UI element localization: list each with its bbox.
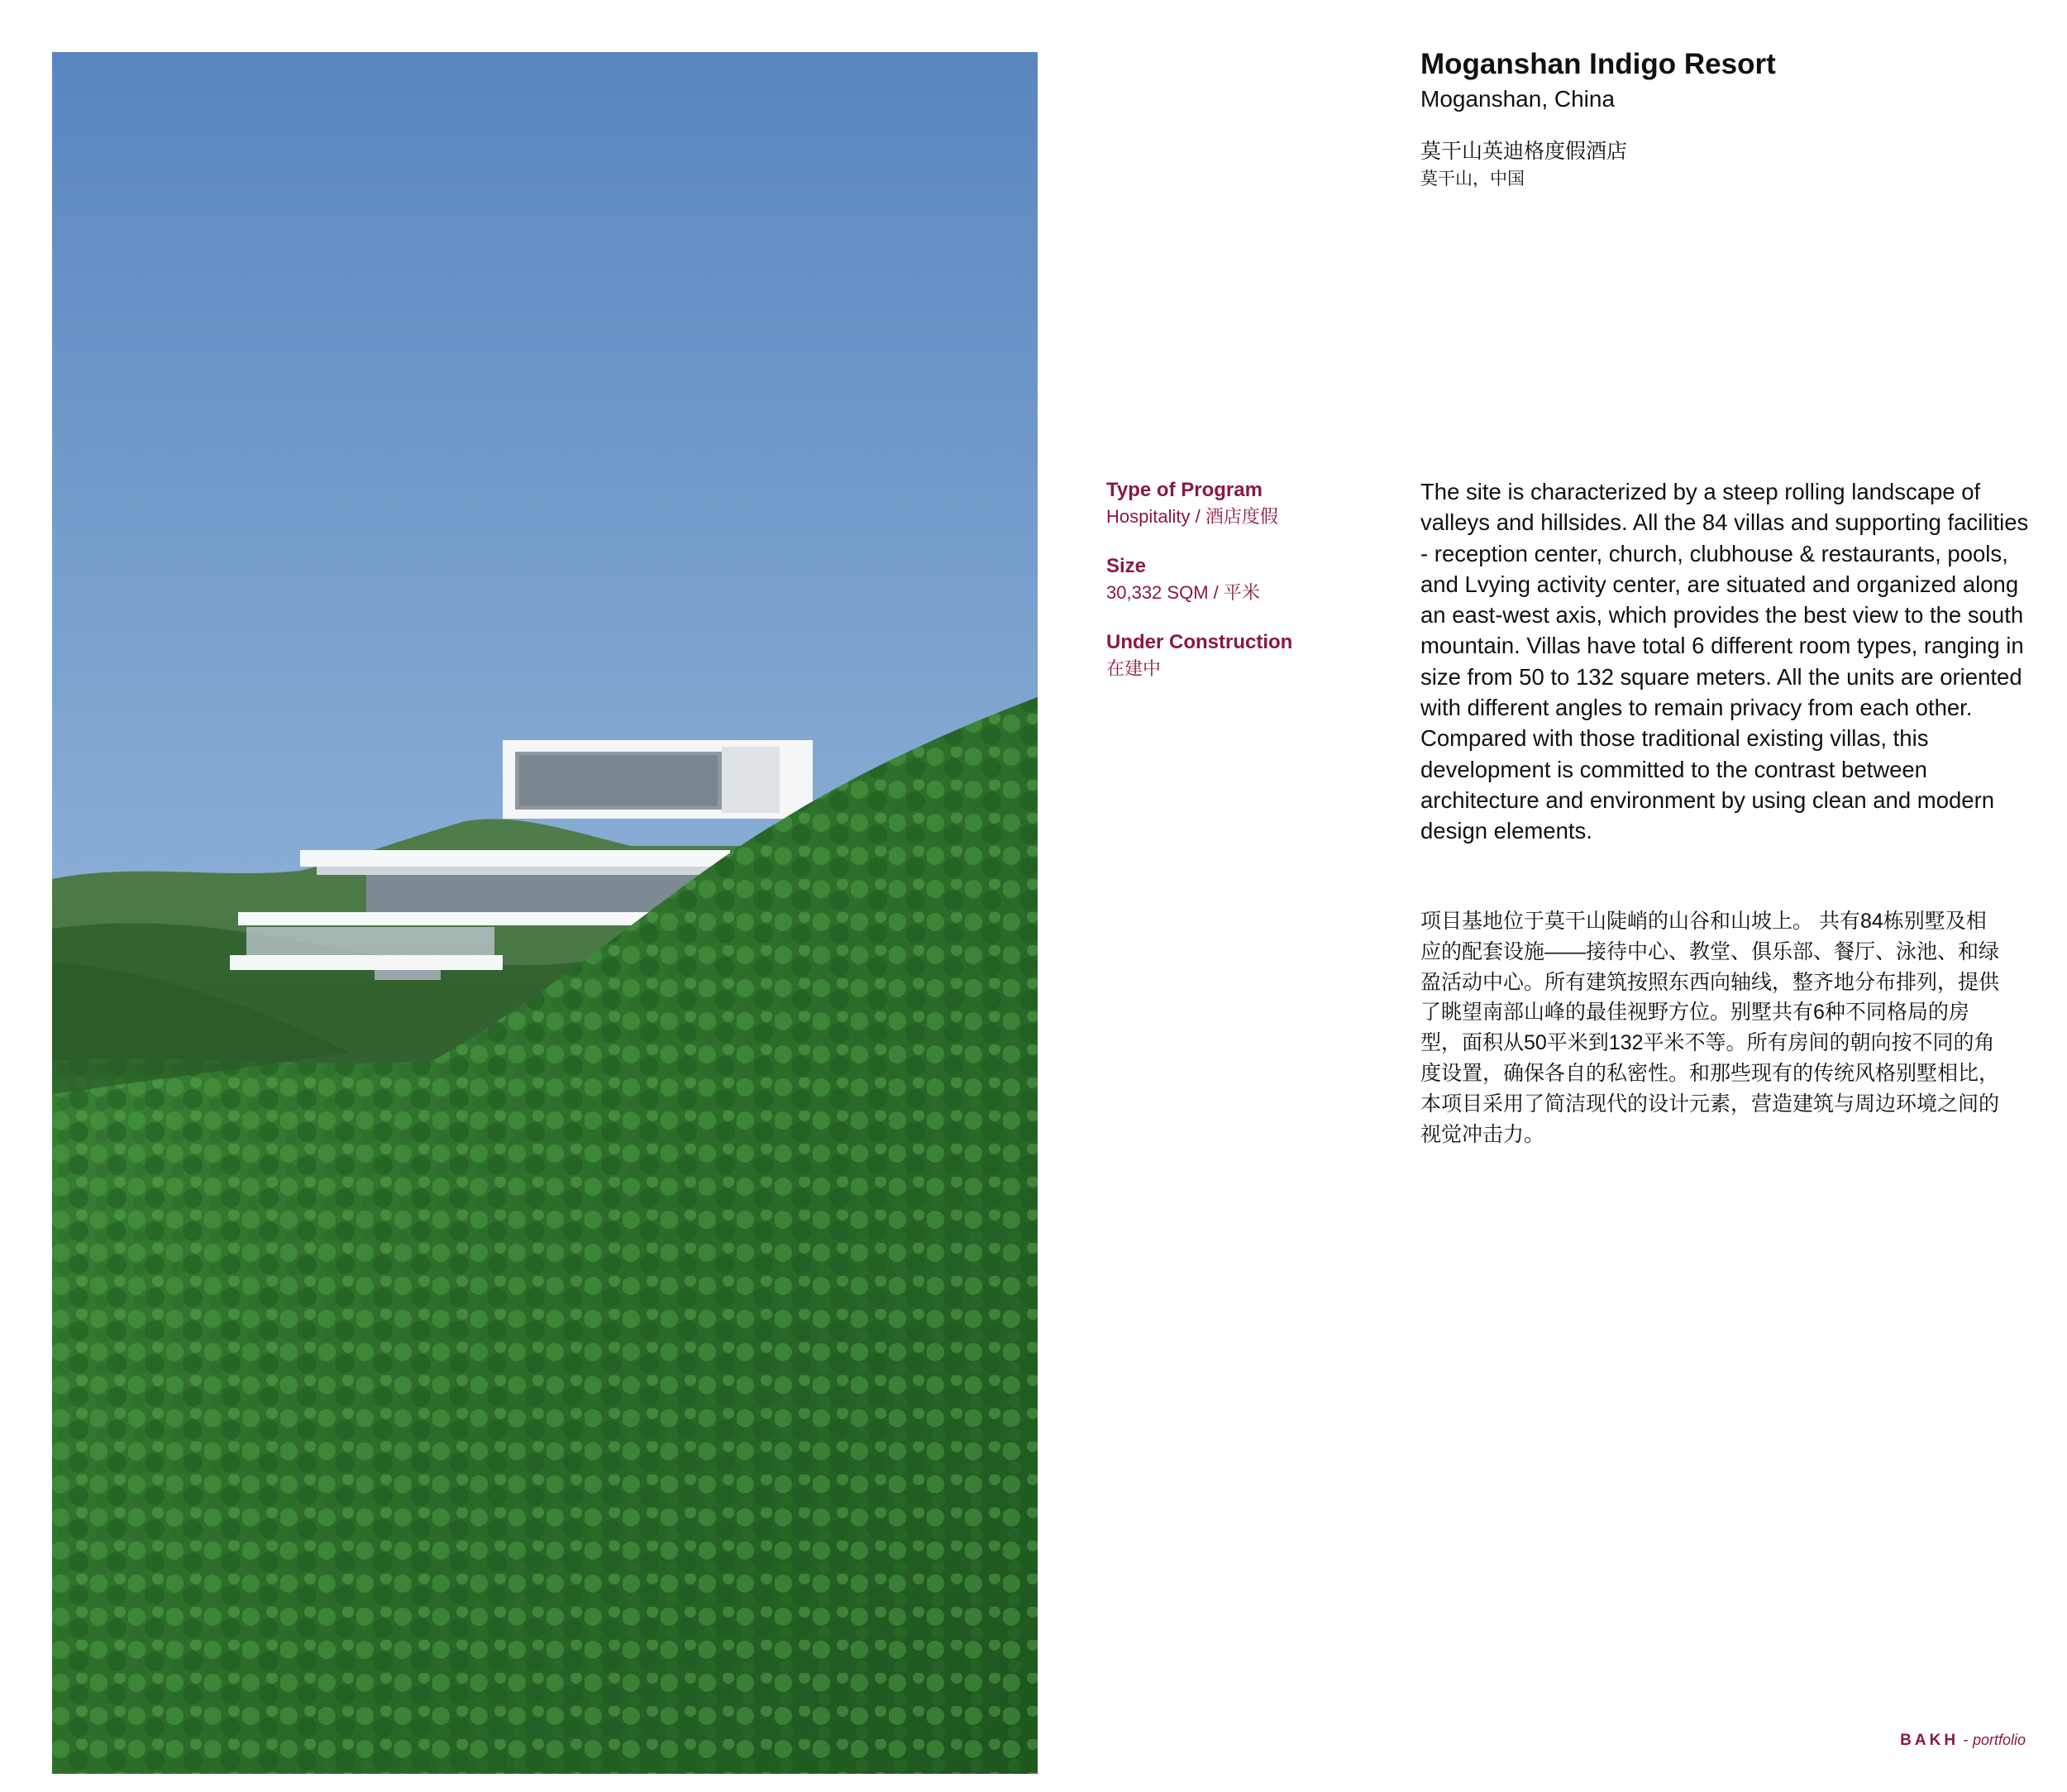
- status-label: Under Construction: [1106, 631, 1293, 653]
- size-value: 30,332 SQM / 平米: [1106, 582, 1260, 603]
- description-chinese: 项目基地位于莫干山陡峭的山谷和山坡上。 共有84栋别墅及相应的配套设施——接待中心、教堂、俱乐部、餐厅、泳池、和绿盈活动中心。所有建筑按照东西向轴线，整齐地分布排列，提供了眺望南部山峰的最佳视野方位。别墅共有6种不同格局的房型，面积从50平米到132平米不等。所有房间的朝向按不同的角度设置，确保各自的私密性。和那些现有的传统风格别墅相比，本项目采用了简洁现代的设计元素，营造建筑与周边环境之间的视觉冲击力。: [1420, 910, 2000, 1146]
- title-block: [1420, 46, 2016, 192]
- footer-brand: [1893, 1730, 2026, 1751]
- program-label: Type of Program: [1106, 479, 1263, 501]
- size-label: Size: [1106, 555, 1147, 577]
- status-value: 在建中: [1106, 658, 1162, 679]
- spec-status: [1106, 629, 1387, 682]
- project-rendering-photo: [52, 52, 1038, 1774]
- brand-name: BAKH: [1900, 1732, 1960, 1749]
- brand-separator: -: [1959, 1732, 1973, 1749]
- description-english: The site is characterized by a steep rolling landscape of valleys and hillsides. All the 84 villas and supporting facilities - reception center, church, clubhouse & restaurants, pools, and Lvying activity center, are situated and organized along an east-west axis, which provides the best view to the south mountain. Villas have total 6 different room types, ranging in size from 50 to 132 square meters. All the units are oriented with different angles to remain privacy from each other. Compared with those traditional existing villas, this development is committed to the contrast between architecture and environment by using clean and modern design elements.: [1420, 479, 2029, 844]
- brand-subtitle: portfolio: [1972, 1732, 2026, 1748]
- project-location-cn: 莫干山，中国: [1420, 170, 1525, 189]
- spec-program: [1106, 477, 1387, 530]
- program-value: Hospitality / 酒店度假: [1106, 506, 1278, 527]
- spec-size: [1106, 553, 1387, 606]
- project-title-cn: 莫干山英迪格度假酒店: [1420, 140, 1628, 163]
- project-location: Moganshan, China: [1420, 86, 1616, 112]
- project-title: Moganshan Indigo Resort: [1420, 48, 1776, 80]
- project-specs: [1106, 477, 1387, 705]
